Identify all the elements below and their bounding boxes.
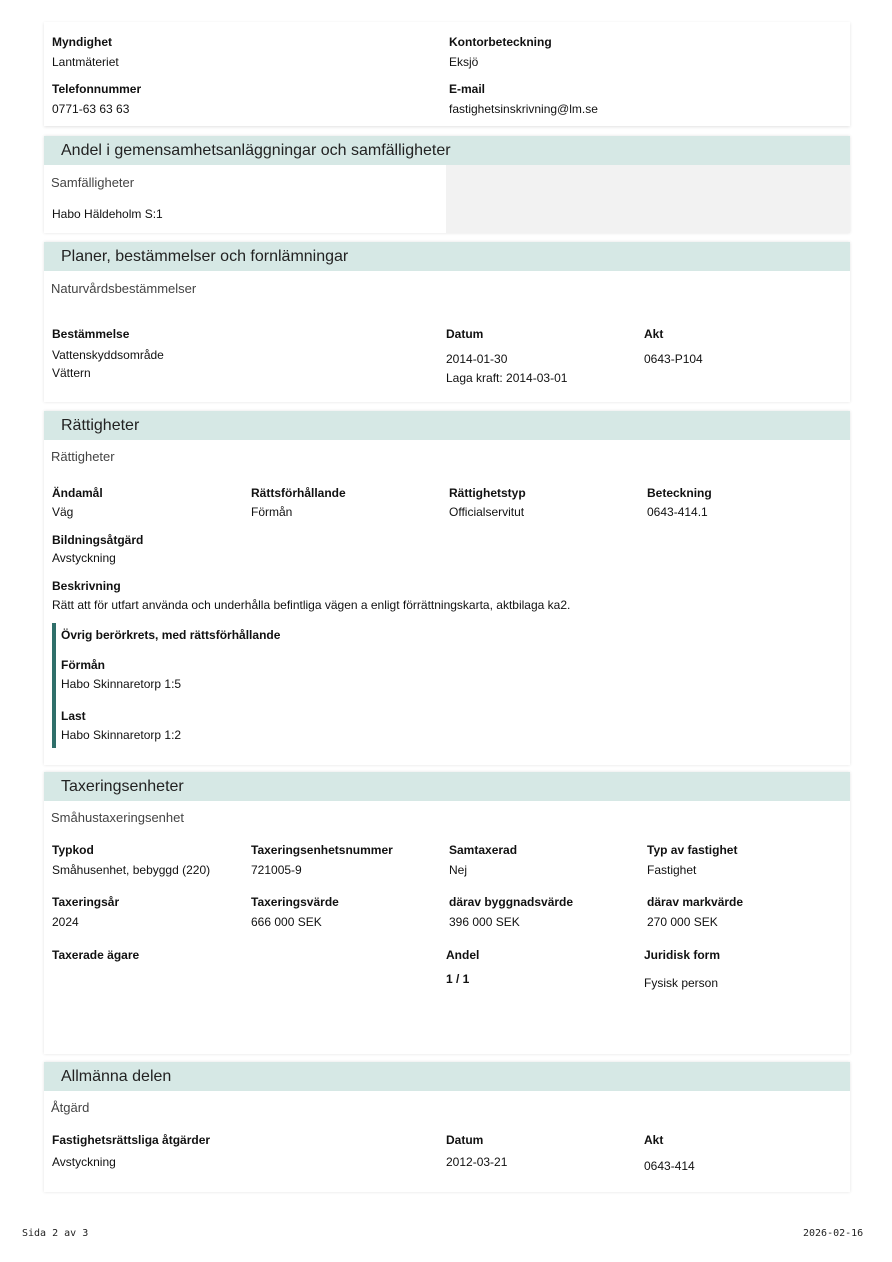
rattigheter-subtitle: Rättigheter (51, 449, 115, 464)
rattighetstyp-value: Officialservitut (449, 505, 525, 519)
bildningsatgard-label: Bildningsåtgärd (52, 533, 144, 547)
byggnadsvarde-label: därav byggnadsvärde (449, 895, 574, 909)
forman-value: Habo Skinnaretorp 1:5 (61, 677, 182, 691)
taxering-title: Taxeringsenheter (61, 778, 184, 795)
allmanna-akt-value: 0643-414 (644, 1159, 695, 1173)
myndighet-label: Myndighet (52, 35, 112, 49)
allmanna-title: Allmänna delen (61, 1068, 172, 1085)
ovrig-berorkrets-panel (52, 623, 56, 748)
allmanna-akt-label: Akt (644, 1133, 664, 1147)
typ-av-fastighet-label: Typ av fastighet (647, 843, 738, 857)
planer-title: Planer, bestämmelser och fornlämningar (61, 248, 349, 265)
markvarde-value: 270 000 SEK (647, 915, 718, 929)
beskrivning-label: Beskrivning (52, 579, 121, 593)
taxeringsar-value: 2024 (52, 915, 79, 929)
planer-card (44, 242, 850, 402)
taxeringsvarde-value: 666 000 SEK (251, 915, 322, 929)
planer-akt-value: 0643-P104 (644, 352, 703, 366)
taxeringsar-label: Taxeringsår (52, 895, 120, 909)
taxerade-agare-label: Taxerade ägare (52, 948, 140, 962)
planer-datum-label: Datum (446, 327, 484, 341)
print-date: 2026-02-16 (803, 1228, 864, 1239)
rattsforhallande-value: Förmån (251, 505, 293, 519)
rattighetstyp-label: Rättighetstyp (449, 486, 526, 500)
bestammelse-line1: Vattenskyddsområde (52, 348, 164, 362)
andamal-value: Väg (52, 505, 74, 519)
andel-header (44, 136, 850, 165)
byggnadsvarde-value: 396 000 SEK (449, 915, 520, 929)
atgarder-value: Avstyckning (52, 1155, 116, 1169)
taxering-header (44, 772, 850, 801)
planer-akt-label: Akt (644, 327, 664, 341)
andel-empty-panel (446, 165, 850, 233)
samtaxerad-value: Nej (449, 863, 468, 877)
telefon-label: Telefonnummer (52, 82, 142, 96)
andel-label: Andel (446, 948, 480, 962)
taxeringsenhetsnummer-label: Taxeringsenhetsnummer (251, 843, 393, 857)
telefon-value: 0771-63 63 63 (52, 102, 130, 116)
email-value: fastighetsinskrivning@lm.se (449, 102, 598, 116)
taxering-subtitle: Småhustaxeringsenhet (51, 810, 184, 825)
beteckning-label: Beteckning (647, 486, 712, 500)
bildningsatgard-value: Avstyckning (52, 551, 116, 565)
allmanna-card (44, 1062, 850, 1192)
rattigheter-header (44, 411, 850, 440)
ovrig-title: Övrig berörkrets, med rättsförhållande (61, 628, 281, 642)
samtaxerad-label: Samtaxerad (449, 843, 518, 857)
andel-subtitle: Samfälligheter (51, 175, 135, 190)
andel-title: Andel i gemensamhetsanläggningar och samfälligheter (61, 142, 451, 159)
allmanna-subtitle: Åtgärd (51, 1100, 90, 1115)
planer-datum-line1: 2014-01-30 (446, 352, 508, 366)
andel-value: 1 / 1 (446, 972, 470, 986)
rattsforhallande-label: Rättsförhållande (251, 486, 346, 500)
last-label: Last (61, 709, 86, 723)
authority-card (44, 22, 850, 126)
andel-card (44, 136, 850, 233)
markvarde-label: därav markvärde (647, 895, 744, 909)
allmanna-datum-value: 2012-03-21 (446, 1155, 508, 1169)
juridisk-form-label: Juridisk form (644, 948, 721, 962)
kontor-label: Kontorbeteckning (449, 35, 552, 49)
andamal-label: Ändamål (52, 486, 103, 500)
bestammelse-line2: Vättern (52, 366, 91, 380)
last-value: Habo Skinnaretorp 1:2 (61, 728, 182, 742)
bestammelse-label: Bestämmelse (52, 327, 130, 341)
taxeringsvarde-label: Taxeringsvärde (251, 895, 339, 909)
andel-item: Habo Häldeholm S:1 (52, 207, 163, 221)
typ-av-fastighet-value: Fastighet (647, 863, 697, 877)
rattigheter-card (44, 411, 850, 765)
beskrivning-value: Rätt att för utfart använda och underhålla befintliga vägen a enligt förrättningskarta, aktbilaga ka2. (52, 598, 571, 612)
typkod-value: Småhusenhet, bebyggd (220) (52, 863, 211, 877)
page-number: Sida 2 av 3 (22, 1228, 89, 1239)
atgarder-label: Fastighetsrättsliga åtgärder (52, 1133, 211, 1147)
rattigheter-title: Rättigheter (61, 417, 140, 434)
typkod-label: Typkod (52, 843, 94, 857)
beteckning-value: 0643-414.1 (647, 505, 708, 519)
email-label: E-mail (449, 82, 486, 96)
forman-label: Förmån (61, 658, 106, 672)
kontor-value: Eksjö (449, 55, 479, 69)
planer-datum-line2: Laga kraft: 2014-03-01 (446, 371, 568, 385)
planer-subtitle: Naturvårdsbestämmelser (51, 281, 197, 296)
allmanna-datum-label: Datum (446, 1133, 484, 1147)
juridisk-form-value: Fysisk person (644, 976, 719, 990)
allmanna-header (44, 1062, 850, 1091)
planer-header (44, 242, 850, 271)
taxeringsenhetsnummer-value: 721005-9 (251, 863, 302, 877)
taxering-card (44, 772, 850, 1054)
myndighet-value: Lantmäteriet (52, 55, 119, 69)
